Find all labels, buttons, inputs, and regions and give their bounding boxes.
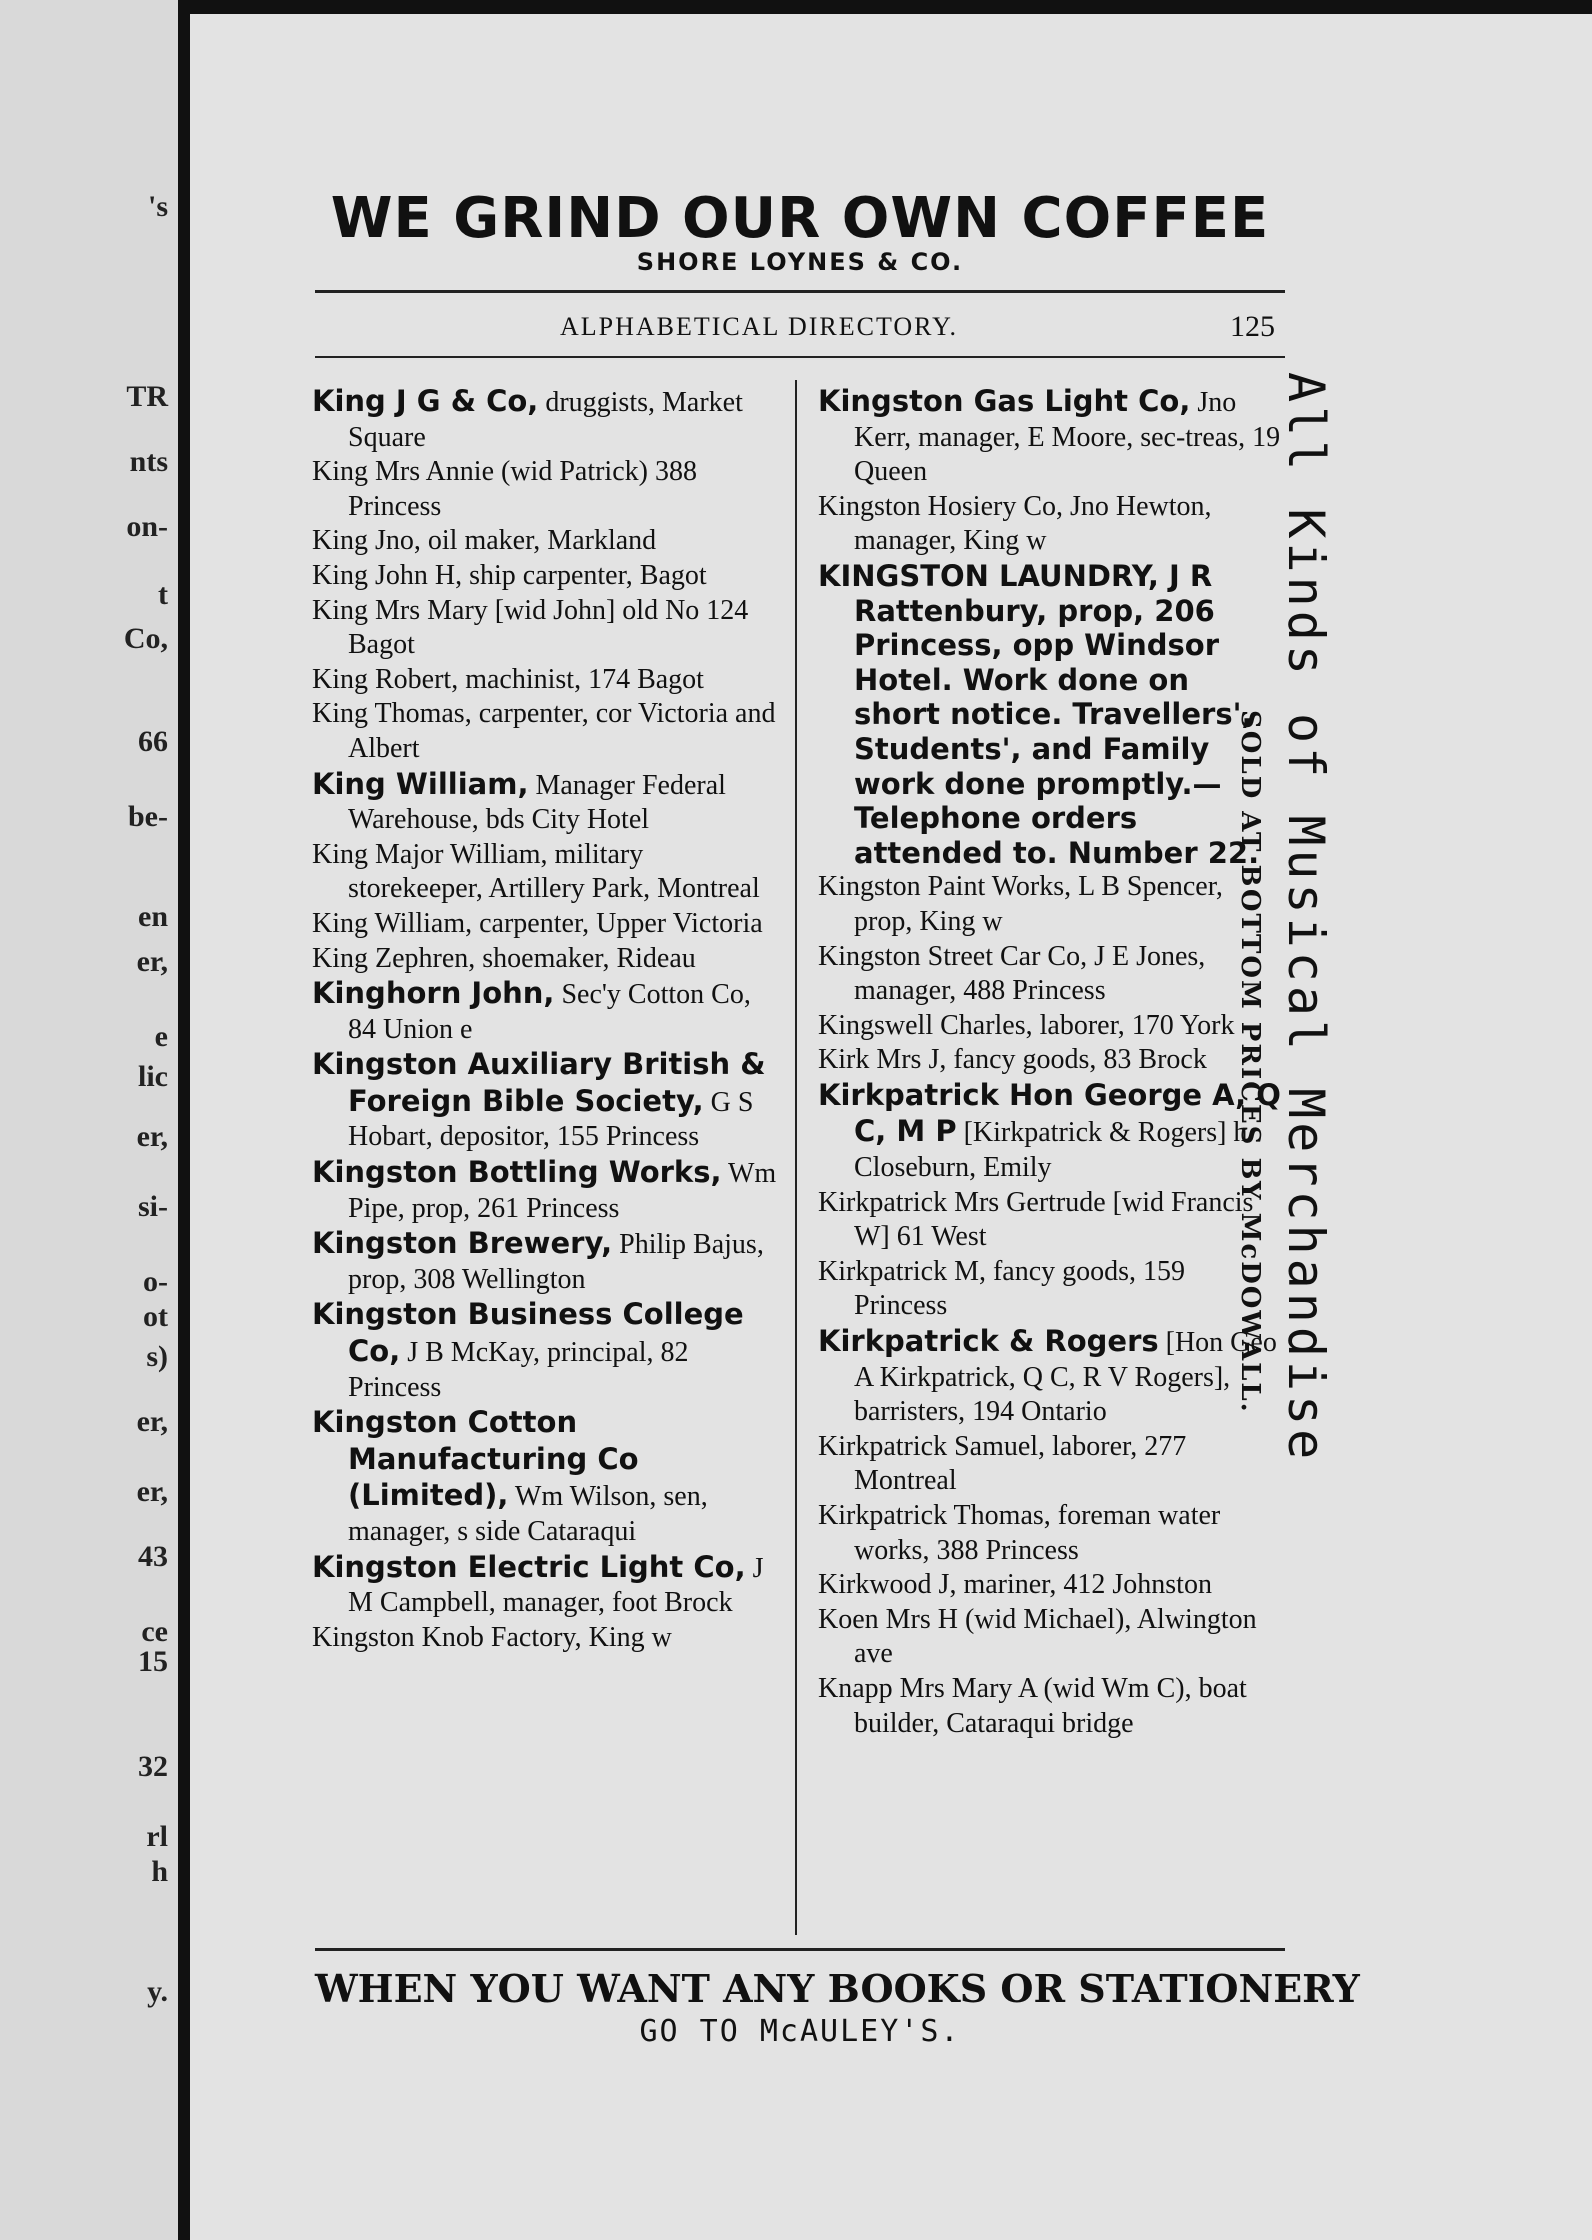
bleed-fragment: h (151, 1855, 168, 1888)
adjacent-page-fragment (0, 0, 178, 2240)
directory-entry (818, 1672, 1283, 1741)
directory-entry (312, 455, 777, 524)
directory-entry (818, 1009, 1283, 1044)
bleed-fragment: s) (146, 1340, 168, 1373)
bleed-fragment: 66 (138, 725, 168, 758)
entry-text: Wm Pipe, prop, 261 Princess (348, 1158, 777, 1224)
entry-name: Kingston Business College Co, (312, 1297, 744, 1369)
entry-text: King Jno, oil maker, Markland (312, 525, 657, 557)
entry-text: Kingston Hosiery Co, Jno Hewton, manager, King w (818, 490, 1212, 557)
entry-text: G S Hobart, depositor, 155 Princess (348, 1086, 754, 1153)
directory-entry (312, 1226, 777, 1297)
entry-text: [Kirkpatrick & Rogers] h Closeburn, Emily (854, 1117, 1248, 1184)
directory-entry (818, 1430, 1283, 1499)
side-advert-main: All Kinds of Musical Merchandise (1277, 372, 1335, 1464)
entry-text: J B McKay, principal, 82 Princess (348, 1337, 689, 1403)
entry-text: Jno Kerr, manager, E Moore, sec-treas, 19 Queen (854, 387, 1281, 488)
directory-entry (818, 1499, 1283, 1568)
entry-name: Kingston Gas Light Co, (818, 384, 1191, 418)
directory-entry (818, 1186, 1283, 1255)
entry-text: King Zephren, shoemaker, Rideau (312, 942, 696, 974)
entry-text: Kirkpatrick M, fancy goods, 159 Princess (818, 1255, 1186, 1322)
entry-text: Kirkpatrick Mrs Gertrude [wid Francis W] 61 West (818, 1186, 1254, 1253)
entry-text: King John H, ship carpenter, Bagot (312, 559, 707, 591)
bleed-fragment: be- (128, 800, 168, 833)
entry-name: Kirkpatrick & Rogers (818, 1324, 1159, 1359)
header-rule-top (315, 290, 1285, 293)
entry-text: Wm Wilson, sen, manager, s side Cataraqui (348, 1481, 708, 1547)
directory-entry (818, 1043, 1283, 1078)
bleed-fragment: o- (143, 1265, 168, 1298)
entry-text: King Mrs Annie (wid Patrick) 388 Princess (312, 456, 697, 522)
column-divider (795, 380, 797, 1935)
bleed-fragment: si- (138, 1190, 168, 1223)
directory-entry (818, 1568, 1283, 1603)
entry-text: Sec'y Cotton Co, 84 Union e (348, 979, 751, 1045)
entry-text: King Robert, machinist, 174 Bagot (312, 663, 704, 695)
bleed-fragment: ot (143, 1300, 168, 1333)
directory-entry (312, 907, 777, 942)
entry-text: King Mrs Mary [wid John] old No 124 Bagot (312, 594, 749, 661)
entry-text: King Thomas, carpenter, cor Victoria and Albert (312, 698, 776, 764)
directory-entry (312, 942, 777, 977)
entry-text: Kingston Street Car Co, J E Jones, manager, 488 Princess (818, 940, 1206, 1007)
bleed-fragment: er, (136, 945, 168, 978)
bleed-fragment: Co, (123, 622, 168, 655)
directory-entry (312, 524, 777, 559)
bleed-fragment: ce (141, 1615, 168, 1648)
directory-entry (818, 559, 1283, 870)
entry-text: Kirk Mrs J, fancy goods, 83 Brock (818, 1044, 1207, 1076)
header-rule-bottom (315, 356, 1285, 358)
bleed-fragment: lic (138, 1060, 168, 1093)
directory-entry (312, 1155, 777, 1226)
entry-name: Kirkpatrick Hon George A, Q C, M P (818, 1077, 1281, 1149)
directory-entry (818, 490, 1283, 559)
directory-entry (818, 1603, 1283, 1672)
bleed-fragment: en (138, 900, 168, 933)
entry-name: King J G & Co, (312, 384, 539, 418)
entry-text: [Hon Geo A Kirkpatrick, Q C, R V Rogers], barristers, 194 Ontario (854, 1327, 1277, 1428)
bleed-fragment: 32 (138, 1750, 168, 1783)
directory-entry (818, 870, 1283, 939)
entry-name: Kinghorn John, (312, 976, 555, 1011)
right-column (818, 384, 1283, 1741)
directory-entry (818, 1324, 1283, 1430)
entry-name: Kingston Brewery, (312, 1226, 613, 1261)
entry-text: Kirkpatrick Thomas, foreman water works, 388 Princess (818, 1500, 1221, 1566)
directory-entry (312, 1550, 777, 1621)
header-advert-title: WE GRIND OUR OWN COFFEE (330, 186, 1270, 251)
directory-entry (312, 1297, 777, 1405)
bleed-fragment: 15 (138, 1645, 168, 1678)
directory-entry (312, 697, 777, 766)
bleed-fragment: 's (147, 190, 168, 223)
directory-entry (312, 1047, 777, 1155)
footer-advert-line1: WHEN YOU WANT ANY BOOKS OR STATIONERY (315, 1966, 1360, 2011)
entry-text: Manager Federal Warehouse, bds City Hotel (348, 769, 726, 836)
entry-name: Kingston Cotton Manufacturing Co (Limited), (312, 1405, 639, 1513)
entry-text: Koen Mrs H (wid Michael), Alwington ave (818, 1603, 1257, 1670)
directory-entry (818, 1255, 1283, 1324)
bleed-fragment: er, (136, 1120, 168, 1153)
entry-text: Kingston Paint Works, L B Spencer, prop, King w (818, 871, 1223, 937)
footer-advert-line2: GO TO McAULEY'S. (639, 2014, 961, 2049)
directory-entry (312, 1621, 777, 1656)
entry-text: J M Campbell, manager, foot Brock (348, 1552, 764, 1619)
entry-name: Kingston Electric Light Co, (312, 1549, 746, 1584)
bleed-fragment: 43 (138, 1540, 168, 1573)
page-gutter (178, 0, 190, 2240)
directory-entry (818, 384, 1283, 490)
bleed-fragment: TR (126, 380, 168, 413)
header-advert-subtitle: SHORE LOYNES & CO. (636, 248, 964, 276)
entry-text: King Major William, military storekeeper, Artillery Park, Montreal (312, 838, 760, 905)
entry-name: Kingston Auxiliary British & Foreign Bible Society, (312, 1047, 766, 1118)
entry-text: Kingswell Charles, laborer, 170 York (818, 1009, 1235, 1041)
directory-entry (312, 384, 777, 455)
bleed-fragment: on- (126, 510, 168, 543)
entry-name: King William, (312, 766, 529, 801)
bleed-fragment: rl (146, 1820, 168, 1853)
entry-text: Kingston Knob Factory, King w (312, 1621, 672, 1653)
entry-text: druggists, Market Square (348, 387, 743, 453)
directory-entry (312, 594, 777, 663)
directory-entry (312, 663, 777, 698)
bleed-fragment: er, (136, 1405, 168, 1438)
directory-entry (312, 559, 777, 594)
footer-rule (315, 1948, 1285, 1951)
bleed-fragment: y. (147, 1975, 168, 2008)
entry-text: Kirkwood J, mariner, 412 Johnston (818, 1569, 1212, 1601)
bleed-fragment: er, (136, 1475, 168, 1508)
entry-text: Philip Bajus, prop, 308 Wellington (348, 1229, 764, 1295)
directory-entry (312, 976, 777, 1047)
entry-text: King William, carpenter, Upper Victoria (312, 907, 763, 939)
bleed-fragment: nts (129, 445, 168, 478)
entry-text: Knapp Mrs Mary A (wid Wm C), boat builder, Cataraqui bridge (818, 1672, 1247, 1739)
directory-entry (312, 838, 777, 907)
top-edge (0, 0, 1592, 14)
bleed-fragment: e (154, 1020, 168, 1053)
left-column (312, 384, 777, 1655)
directory-entry (818, 1078, 1283, 1186)
entry-text: Kirkpatrick Samuel, laborer, 277 Montreal (818, 1430, 1187, 1497)
page-number: 125 (1230, 310, 1275, 343)
directory-entry (312, 767, 777, 838)
directory-entry (312, 1405, 777, 1549)
entry-name: Kingston Bottling Works, (312, 1155, 722, 1190)
running-title: ALPHABETICAL DIRECTORY. (560, 312, 958, 341)
directory-entry (818, 940, 1283, 1009)
side-advert-sub: SOLD AT BOTTOM PRICES BY McDOWALL. (1235, 710, 1265, 1414)
bleed-fragment: t (158, 578, 168, 611)
laundry-advert: KINGSTON LAUNDRY, J R Rattenbury, prop, 206 Princess, opp Windsor Hotel. Work done on short notice. Travellers', Students', and Family work done promptly.—Telephone orders attended to. Number 22. (818, 558, 1260, 870)
